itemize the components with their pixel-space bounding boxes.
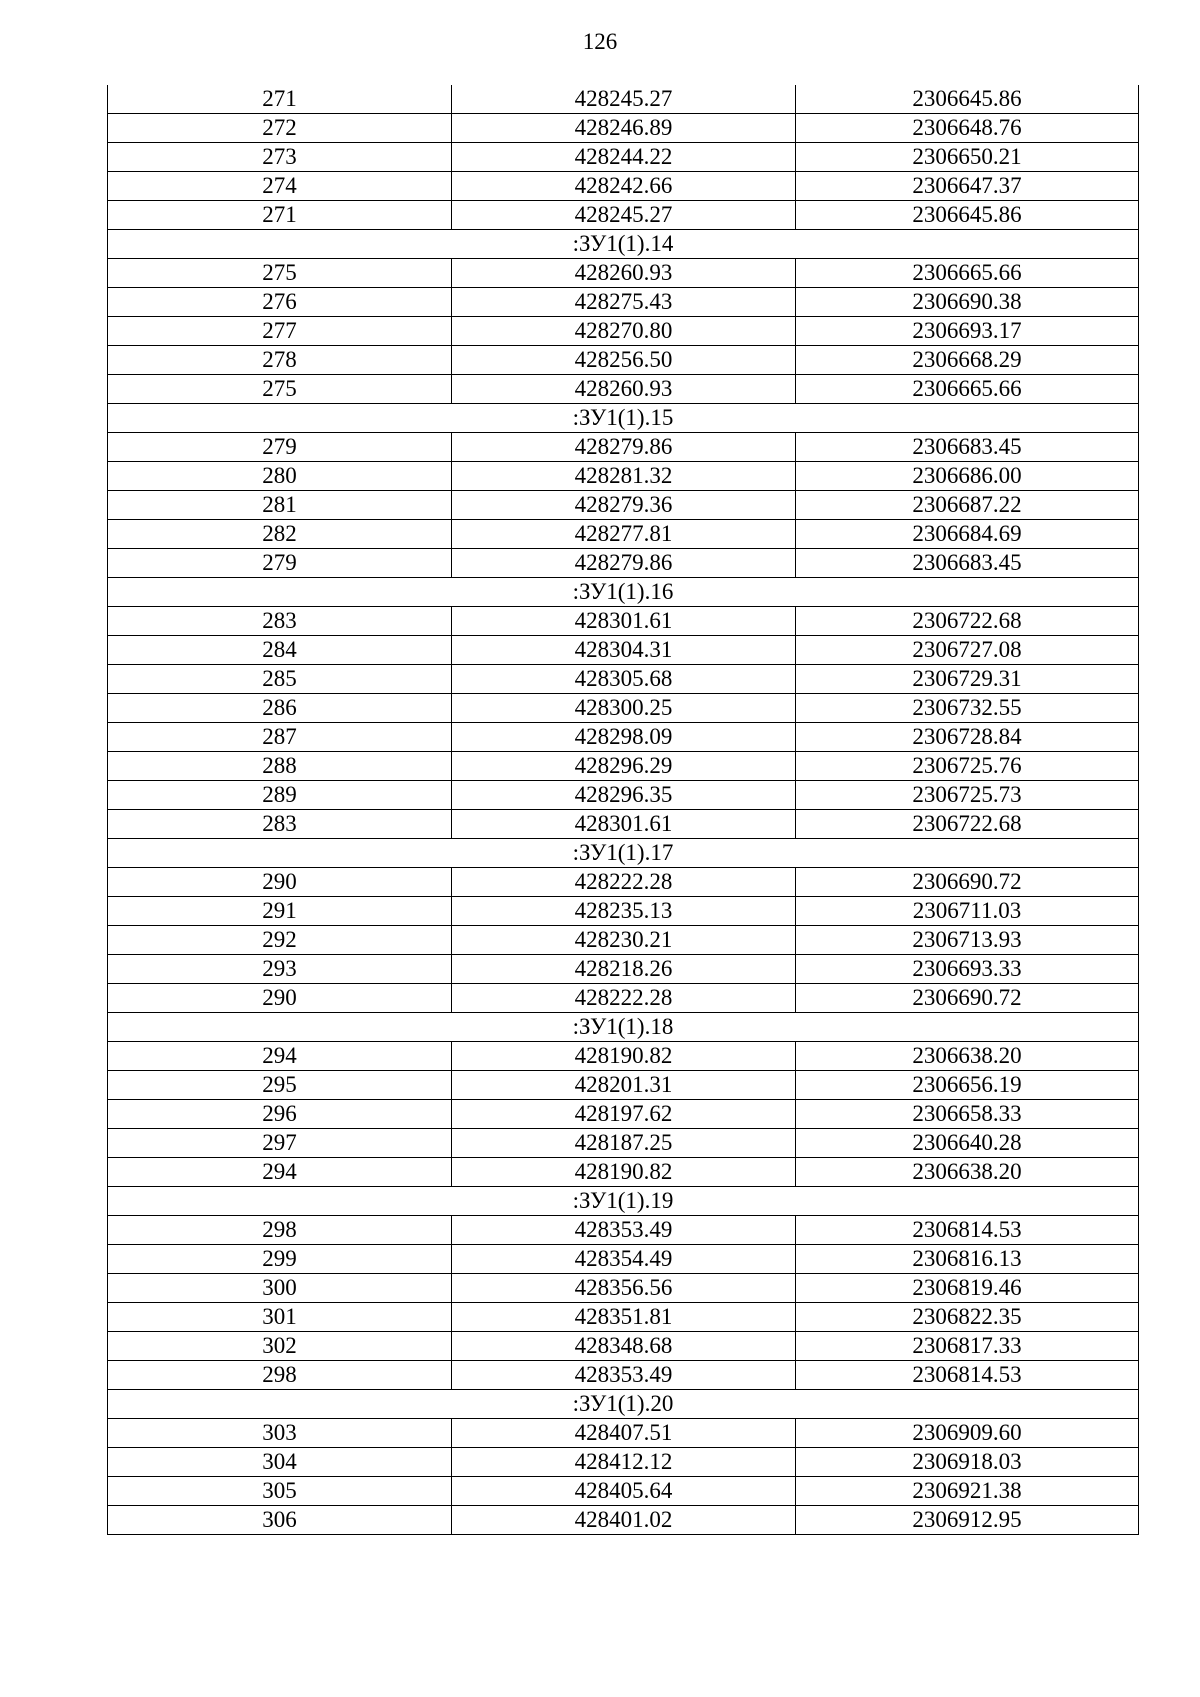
section-label: :ЗУ1(1).17	[108, 839, 1139, 868]
point-number-cell: 275	[108, 259, 452, 288]
x-coordinate-cell: 428245.27	[452, 85, 796, 114]
x-coordinate-cell: 428197.62	[452, 1100, 796, 1129]
point-number-cell: 272	[108, 114, 452, 143]
x-coordinate-cell: 428187.25	[452, 1129, 796, 1158]
y-coordinate-cell: 2306722.68	[796, 810, 1139, 839]
table-row	[108, 1332, 1139, 1361]
x-coordinate-cell: 428348.68	[452, 1332, 796, 1361]
point-number-cell: 287	[108, 723, 452, 752]
point-number-cell: 299	[108, 1245, 452, 1274]
y-coordinate-cell: 2306650.21	[796, 143, 1139, 172]
section-label: :ЗУ1(1).20	[108, 1390, 1139, 1419]
point-number-cell: 305	[108, 1477, 452, 1506]
point-number-cell: 300	[108, 1274, 452, 1303]
point-number-cell: 275	[108, 375, 452, 404]
y-coordinate-cell: 2306722.68	[796, 607, 1139, 636]
table-row	[108, 549, 1139, 578]
y-coordinate-cell: 2306683.45	[796, 549, 1139, 578]
y-coordinate-cell: 2306648.76	[796, 114, 1139, 143]
table-row	[108, 172, 1139, 201]
y-coordinate-cell: 2306732.55	[796, 694, 1139, 723]
section-label: :ЗУ1(1).19	[108, 1187, 1139, 1216]
x-coordinate-cell: 428277.81	[452, 520, 796, 549]
table-row	[108, 85, 1139, 114]
table-row	[108, 752, 1139, 781]
section-label: :ЗУ1(1).16	[108, 578, 1139, 607]
coordinates-table	[107, 85, 1139, 1535]
point-number-cell: 301	[108, 1303, 452, 1332]
point-number-cell: 271	[108, 201, 452, 230]
table-row	[108, 114, 1139, 143]
table-row	[108, 1042, 1139, 1071]
point-number-cell: 292	[108, 926, 452, 955]
table-row	[108, 1477, 1139, 1506]
table-row	[108, 317, 1139, 346]
x-coordinate-cell: 428222.28	[452, 868, 796, 897]
y-coordinate-cell: 2306684.69	[796, 520, 1139, 549]
point-number-cell: 306	[108, 1506, 452, 1535]
y-coordinate-cell: 2306687.22	[796, 491, 1139, 520]
point-number-cell: 303	[108, 1419, 452, 1448]
y-coordinate-cell: 2306638.20	[796, 1042, 1139, 1071]
y-coordinate-cell: 2306713.93	[796, 926, 1139, 955]
point-number-cell: 279	[108, 433, 452, 462]
x-coordinate-cell: 428275.43	[452, 288, 796, 317]
point-number-cell: 290	[108, 984, 452, 1013]
y-coordinate-cell: 2306668.29	[796, 346, 1139, 375]
point-number-cell: 278	[108, 346, 452, 375]
section-header-row	[108, 404, 1139, 433]
point-number-cell: 294	[108, 1042, 452, 1071]
x-coordinate-cell: 428279.86	[452, 433, 796, 462]
x-coordinate-cell: 428301.61	[452, 607, 796, 636]
point-number-cell: 295	[108, 1071, 452, 1100]
section-header-row	[108, 578, 1139, 607]
y-coordinate-cell: 2306665.66	[796, 259, 1139, 288]
point-number-cell: 277	[108, 317, 452, 346]
table-row	[108, 926, 1139, 955]
y-coordinate-cell: 2306727.08	[796, 636, 1139, 665]
x-coordinate-cell: 428222.28	[452, 984, 796, 1013]
point-number-cell: 286	[108, 694, 452, 723]
x-coordinate-cell: 428407.51	[452, 1419, 796, 1448]
y-coordinate-cell: 2306640.28	[796, 1129, 1139, 1158]
table-row	[108, 520, 1139, 549]
x-coordinate-cell: 428301.61	[452, 810, 796, 839]
point-number-cell: 302	[108, 1332, 452, 1361]
x-coordinate-cell: 428401.02	[452, 1506, 796, 1535]
table-row	[108, 984, 1139, 1013]
y-coordinate-cell: 2306638.20	[796, 1158, 1139, 1187]
x-coordinate-cell: 428281.32	[452, 462, 796, 491]
table-row	[108, 201, 1139, 230]
table-row	[108, 375, 1139, 404]
table-row	[108, 1129, 1139, 1158]
coordinates-table-body	[108, 85, 1139, 1535]
table-row	[108, 1100, 1139, 1129]
y-coordinate-cell: 2306656.19	[796, 1071, 1139, 1100]
y-coordinate-cell: 2306816.13	[796, 1245, 1139, 1274]
point-number-cell: 280	[108, 462, 452, 491]
table-row	[108, 781, 1139, 810]
point-number-cell: 288	[108, 752, 452, 781]
point-number-cell: 298	[108, 1361, 452, 1390]
point-number-cell: 296	[108, 1100, 452, 1129]
x-coordinate-cell: 428218.26	[452, 955, 796, 984]
x-coordinate-cell: 428356.56	[452, 1274, 796, 1303]
page-number: 126	[582, 29, 618, 54]
point-number-cell: 279	[108, 549, 452, 578]
point-number-cell: 274	[108, 172, 452, 201]
point-number-cell: 291	[108, 897, 452, 926]
y-coordinate-cell: 2306690.72	[796, 984, 1139, 1013]
section-header-row	[108, 839, 1139, 868]
x-coordinate-cell: 428245.27	[452, 201, 796, 230]
x-coordinate-cell: 428351.81	[452, 1303, 796, 1332]
point-number-cell: 289	[108, 781, 452, 810]
y-coordinate-cell: 2306725.76	[796, 752, 1139, 781]
point-number-cell: 290	[108, 868, 452, 897]
table-row	[108, 143, 1139, 172]
y-coordinate-cell: 2306725.73	[796, 781, 1139, 810]
y-coordinate-cell: 2306728.84	[796, 723, 1139, 752]
table-row	[108, 288, 1139, 317]
x-coordinate-cell: 428353.49	[452, 1216, 796, 1245]
x-coordinate-cell: 428242.66	[452, 172, 796, 201]
x-coordinate-cell: 428304.31	[452, 636, 796, 665]
table-row	[108, 1419, 1139, 1448]
table-row	[108, 1506, 1139, 1535]
section-label: :ЗУ1(1).14	[108, 230, 1139, 259]
table-row	[108, 694, 1139, 723]
y-coordinate-cell: 2306918.03	[796, 1448, 1139, 1477]
x-coordinate-cell: 428190.82	[452, 1042, 796, 1071]
y-coordinate-cell: 2306711.03	[796, 897, 1139, 926]
table-row	[108, 868, 1139, 897]
y-coordinate-cell: 2306686.00	[796, 462, 1139, 491]
point-number-cell: 276	[108, 288, 452, 317]
table-row	[108, 491, 1139, 520]
point-number-cell: 282	[108, 520, 452, 549]
y-coordinate-cell: 2306921.38	[796, 1477, 1139, 1506]
table-row	[108, 1303, 1139, 1332]
y-coordinate-cell: 2306690.72	[796, 868, 1139, 897]
point-number-cell: 284	[108, 636, 452, 665]
point-number-cell: 283	[108, 607, 452, 636]
y-coordinate-cell: 2306645.86	[796, 85, 1139, 114]
table-row	[108, 346, 1139, 375]
y-coordinate-cell: 2306729.31	[796, 665, 1139, 694]
x-coordinate-cell: 428300.25	[452, 694, 796, 723]
x-coordinate-cell: 428353.49	[452, 1361, 796, 1390]
table-row	[108, 1448, 1139, 1477]
point-number-cell: 298	[108, 1216, 452, 1245]
x-coordinate-cell: 428298.09	[452, 723, 796, 752]
table-row	[108, 1158, 1139, 1187]
y-coordinate-cell: 2306693.33	[796, 955, 1139, 984]
y-coordinate-cell: 2306647.37	[796, 172, 1139, 201]
x-coordinate-cell: 428201.31	[452, 1071, 796, 1100]
table-row	[108, 665, 1139, 694]
y-coordinate-cell: 2306665.66	[796, 375, 1139, 404]
y-coordinate-cell: 2306645.86	[796, 201, 1139, 230]
y-coordinate-cell: 2306909.60	[796, 1419, 1139, 1448]
table-row	[108, 1274, 1139, 1303]
point-number-cell: 271	[108, 85, 452, 114]
table-row	[108, 462, 1139, 491]
section-header-row	[108, 1187, 1139, 1216]
table-row	[108, 1361, 1139, 1390]
y-coordinate-cell: 2306658.33	[796, 1100, 1139, 1129]
x-coordinate-cell: 428260.93	[452, 375, 796, 404]
x-coordinate-cell: 428279.36	[452, 491, 796, 520]
y-coordinate-cell: 2306814.53	[796, 1216, 1139, 1245]
x-coordinate-cell: 428260.93	[452, 259, 796, 288]
y-coordinate-cell: 2306690.38	[796, 288, 1139, 317]
x-coordinate-cell: 428230.21	[452, 926, 796, 955]
x-coordinate-cell: 428305.68	[452, 665, 796, 694]
x-coordinate-cell: 428270.80	[452, 317, 796, 346]
x-coordinate-cell: 428279.86	[452, 549, 796, 578]
x-coordinate-cell: 428296.35	[452, 781, 796, 810]
table-row	[108, 955, 1139, 984]
y-coordinate-cell: 2306814.53	[796, 1361, 1139, 1390]
table-row	[108, 607, 1139, 636]
section-label: :ЗУ1(1).18	[108, 1013, 1139, 1042]
y-coordinate-cell: 2306683.45	[796, 433, 1139, 462]
table-row	[108, 1245, 1139, 1274]
y-coordinate-cell: 2306693.17	[796, 317, 1139, 346]
table-row	[108, 810, 1139, 839]
section-header-row	[108, 1013, 1139, 1042]
table-row	[108, 433, 1139, 462]
table-row	[108, 636, 1139, 665]
y-coordinate-cell: 2306817.33	[796, 1332, 1139, 1361]
x-coordinate-cell: 428296.29	[452, 752, 796, 781]
x-coordinate-cell: 428354.49	[452, 1245, 796, 1274]
table-row	[108, 1071, 1139, 1100]
table-row	[108, 723, 1139, 752]
point-number-cell: 273	[108, 143, 452, 172]
table-row	[108, 897, 1139, 926]
point-number-cell: 285	[108, 665, 452, 694]
section-header-row	[108, 230, 1139, 259]
section-label: :ЗУ1(1).15	[108, 404, 1139, 433]
point-number-cell: 283	[108, 810, 452, 839]
table-row	[108, 1216, 1139, 1245]
section-header-row	[108, 1390, 1139, 1419]
point-number-cell: 294	[108, 1158, 452, 1187]
x-coordinate-cell: 428412.12	[452, 1448, 796, 1477]
point-number-cell: 297	[108, 1129, 452, 1158]
y-coordinate-cell: 2306912.95	[796, 1506, 1139, 1535]
x-coordinate-cell: 428244.22	[452, 143, 796, 172]
y-coordinate-cell: 2306822.35	[796, 1303, 1139, 1332]
y-coordinate-cell: 2306819.46	[796, 1274, 1139, 1303]
x-coordinate-cell: 428235.13	[452, 897, 796, 926]
point-number-cell: 304	[108, 1448, 452, 1477]
table-row	[108, 259, 1139, 288]
x-coordinate-cell: 428256.50	[452, 346, 796, 375]
point-number-cell: 293	[108, 955, 452, 984]
x-coordinate-cell: 428190.82	[452, 1158, 796, 1187]
x-coordinate-cell: 428246.89	[452, 114, 796, 143]
x-coordinate-cell: 428405.64	[452, 1477, 796, 1506]
point-number-cell: 281	[108, 491, 452, 520]
